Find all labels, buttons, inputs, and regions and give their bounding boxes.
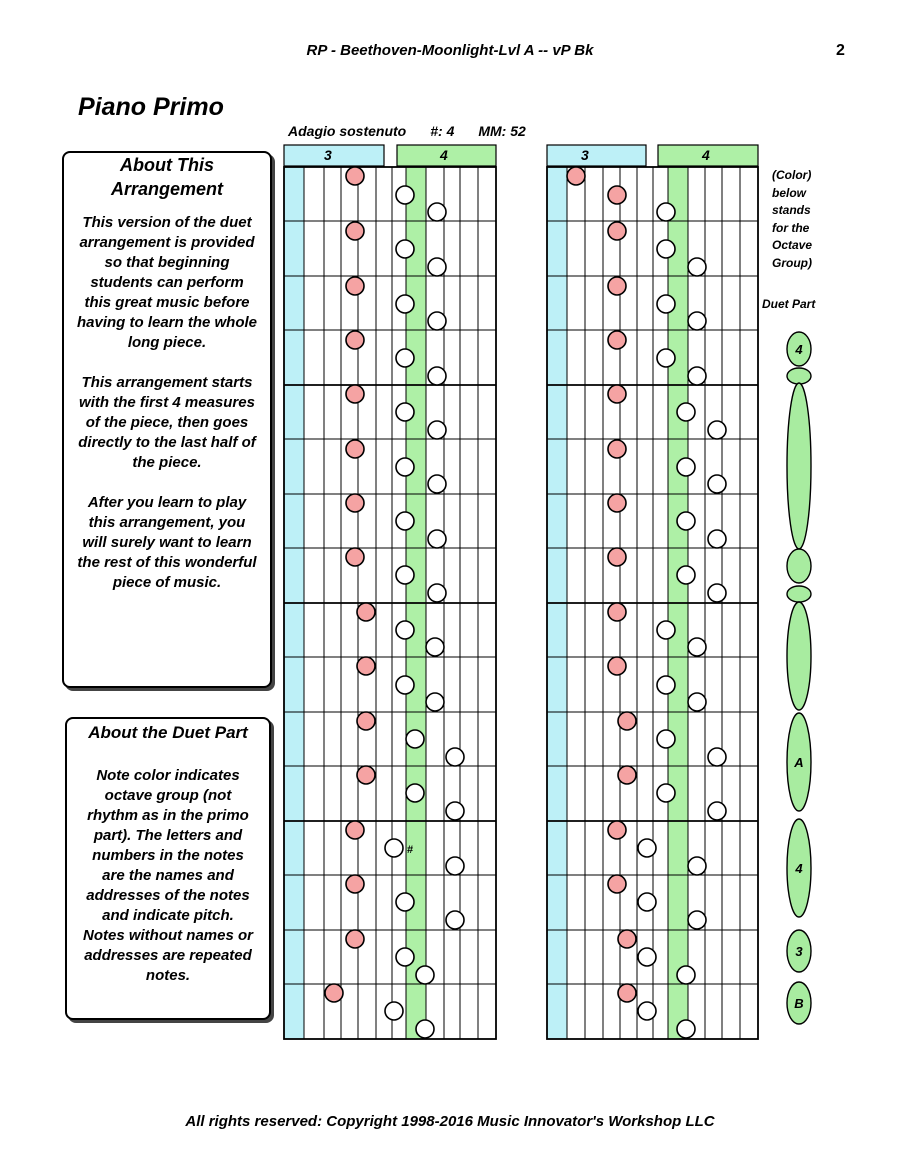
white-note: [396, 458, 414, 476]
pink-note: [608, 603, 626, 621]
duet-note-shape: [787, 602, 811, 710]
about-title-line2: Arrangement: [110, 179, 224, 199]
white-note: [657, 295, 675, 313]
pink-note: [346, 821, 364, 839]
pink-note: [357, 712, 375, 730]
white-note: [428, 367, 446, 385]
pink-note: [608, 821, 626, 839]
white-note: [708, 802, 726, 820]
pink-note: [357, 657, 375, 675]
white-note: [657, 621, 675, 639]
about-paragraph-3: After you learn to play this arrangement, you will surely want to learn the rest of this wonderful piece of music.: [77, 494, 257, 591]
white-note: [396, 512, 414, 530]
pink-note: [618, 930, 636, 948]
pink-note: [346, 331, 364, 349]
duet-title: About the Duet Part: [88, 723, 248, 742]
pink-note: [346, 222, 364, 240]
white-note: [396, 893, 414, 911]
white-note: [406, 730, 424, 748]
octave-color-note: (Color) below stands for the Octave Group): [772, 168, 813, 270]
white-note: [688, 258, 706, 276]
duet-note-label: A: [794, 755, 804, 770]
pink-note: [608, 494, 626, 512]
duet-note-shape: [787, 368, 811, 384]
white-note: [416, 966, 434, 984]
white-note: [638, 1002, 656, 1020]
duet-note-label: B: [794, 996, 804, 1011]
octave-label-4: 4: [440, 147, 448, 163]
tempo-text: Adagio sostenuto: [288, 123, 407, 139]
white-note: [446, 748, 464, 766]
white-note: [688, 857, 706, 875]
octave-label-4-right: 4: [702, 147, 710, 163]
white-note: [688, 693, 706, 711]
duet-part-label: Duet Part: [762, 297, 816, 311]
pink-note: [357, 766, 375, 784]
white-note: [657, 240, 675, 258]
about-paragraph-2: This arrangement starts with the first 4 measures of the piece, then goes directly to the last half of the piece.: [78, 374, 256, 471]
duet-note-label: 3: [795, 944, 803, 959]
page-header: RP - Beethoven-Moonlight-Lvl A -- vP Bk: [306, 42, 594, 59]
white-note: [385, 839, 403, 857]
white-note: [396, 566, 414, 584]
pink-note: [567, 167, 585, 185]
white-note: [396, 621, 414, 639]
octave-label-3: 3: [324, 147, 332, 163]
duet-note-label: 4: [795, 342, 803, 357]
pink-note: [608, 440, 626, 458]
page-title: Piano Primo: [78, 93, 224, 121]
right-staff: [547, 145, 758, 1039]
white-note: [638, 948, 656, 966]
white-note: [688, 911, 706, 929]
white-note: [396, 403, 414, 421]
white-note: [657, 784, 675, 802]
pink-note: [618, 984, 636, 1002]
white-note: [708, 584, 726, 602]
pink-note: [346, 440, 364, 458]
about-paragraph-1: This version of the duet arrangement is provided so that beginning students can perform this great music before having to learn the whole long piece.: [76, 214, 258, 351]
white-note: [406, 784, 424, 802]
key-signature: #: 4: [430, 123, 455, 139]
pink-note: [346, 930, 364, 948]
octave-header-3-right: [547, 145, 646, 166]
white-note: [396, 295, 414, 313]
pink-note: [346, 385, 364, 403]
left-staff: [284, 145, 496, 1039]
white-note: [638, 893, 656, 911]
pink-note: [346, 167, 364, 185]
white-note: [677, 1020, 695, 1038]
white-note: [396, 240, 414, 258]
white-note: [688, 638, 706, 656]
pink-note: [608, 875, 626, 893]
page-number: 2: [836, 42, 845, 59]
copyright-footer: All rights reserved: Copyright 1998-2016 Music Innovator's Workshop LLC: [185, 1113, 715, 1130]
white-note: [426, 693, 444, 711]
white-note: [677, 566, 695, 584]
white-note: [428, 258, 446, 276]
octave-header-3: [284, 145, 384, 166]
octave-label-3-right: 3: [581, 147, 589, 163]
white-note: [428, 312, 446, 330]
white-note: [657, 203, 675, 221]
duet-note-shape: [787, 383, 811, 549]
pink-note: [325, 984, 343, 1002]
pink-note: [346, 494, 364, 512]
white-note: [396, 349, 414, 367]
pink-note: [608, 222, 626, 240]
white-note: [396, 676, 414, 694]
pink-note: [608, 385, 626, 403]
white-note: [416, 1020, 434, 1038]
white-note: [688, 367, 706, 385]
white-note: [708, 421, 726, 439]
white-note: [657, 730, 675, 748]
white-note: [428, 203, 446, 221]
white-note: [677, 966, 695, 984]
white-note: [677, 512, 695, 530]
white-note: [657, 676, 675, 694]
pink-note: [618, 712, 636, 730]
white-note: [446, 857, 464, 875]
white-note: [428, 421, 446, 439]
white-note: [688, 312, 706, 330]
about-title-line1: About This: [120, 155, 214, 175]
white-note: [446, 802, 464, 820]
pink-note: [346, 875, 364, 893]
pink-note: [608, 548, 626, 566]
white-note: [396, 948, 414, 966]
white-note: [657, 349, 675, 367]
white-note: [428, 475, 446, 493]
white-note: [446, 911, 464, 929]
metronome-mark: MM: 52: [478, 123, 526, 139]
pink-note: [346, 277, 364, 295]
duet-paragraph: Note color indicates octave group (not rhythm as in the primo part). The letters and numbers in the notes are the names and addresses of the notes and indicate pitch. Notes without names or addresses are repeated notes.: [82, 767, 254, 984]
duet-note-shape: [787, 549, 811, 583]
pink-note: [608, 277, 626, 295]
pink-note: [357, 603, 375, 621]
duet-note-shape: [787, 586, 811, 602]
pink-note: [608, 657, 626, 675]
pink-note: [608, 331, 626, 349]
white-note: [677, 458, 695, 476]
white-note: [396, 186, 414, 204]
white-note: [638, 839, 656, 857]
white-note: [385, 1002, 403, 1020]
duet-part-column: [787, 332, 811, 1024]
sharp-sign: #: [407, 844, 414, 856]
pink-note: [618, 766, 636, 784]
white-note: [426, 638, 444, 656]
pink-note: [608, 186, 626, 204]
duet-note-label: 4: [795, 861, 803, 876]
white-note: [708, 748, 726, 766]
white-note: [677, 403, 695, 421]
white-note: [708, 530, 726, 548]
white-note: [428, 530, 446, 548]
pink-note: [346, 548, 364, 566]
white-note: [428, 584, 446, 602]
white-note: [708, 475, 726, 493]
